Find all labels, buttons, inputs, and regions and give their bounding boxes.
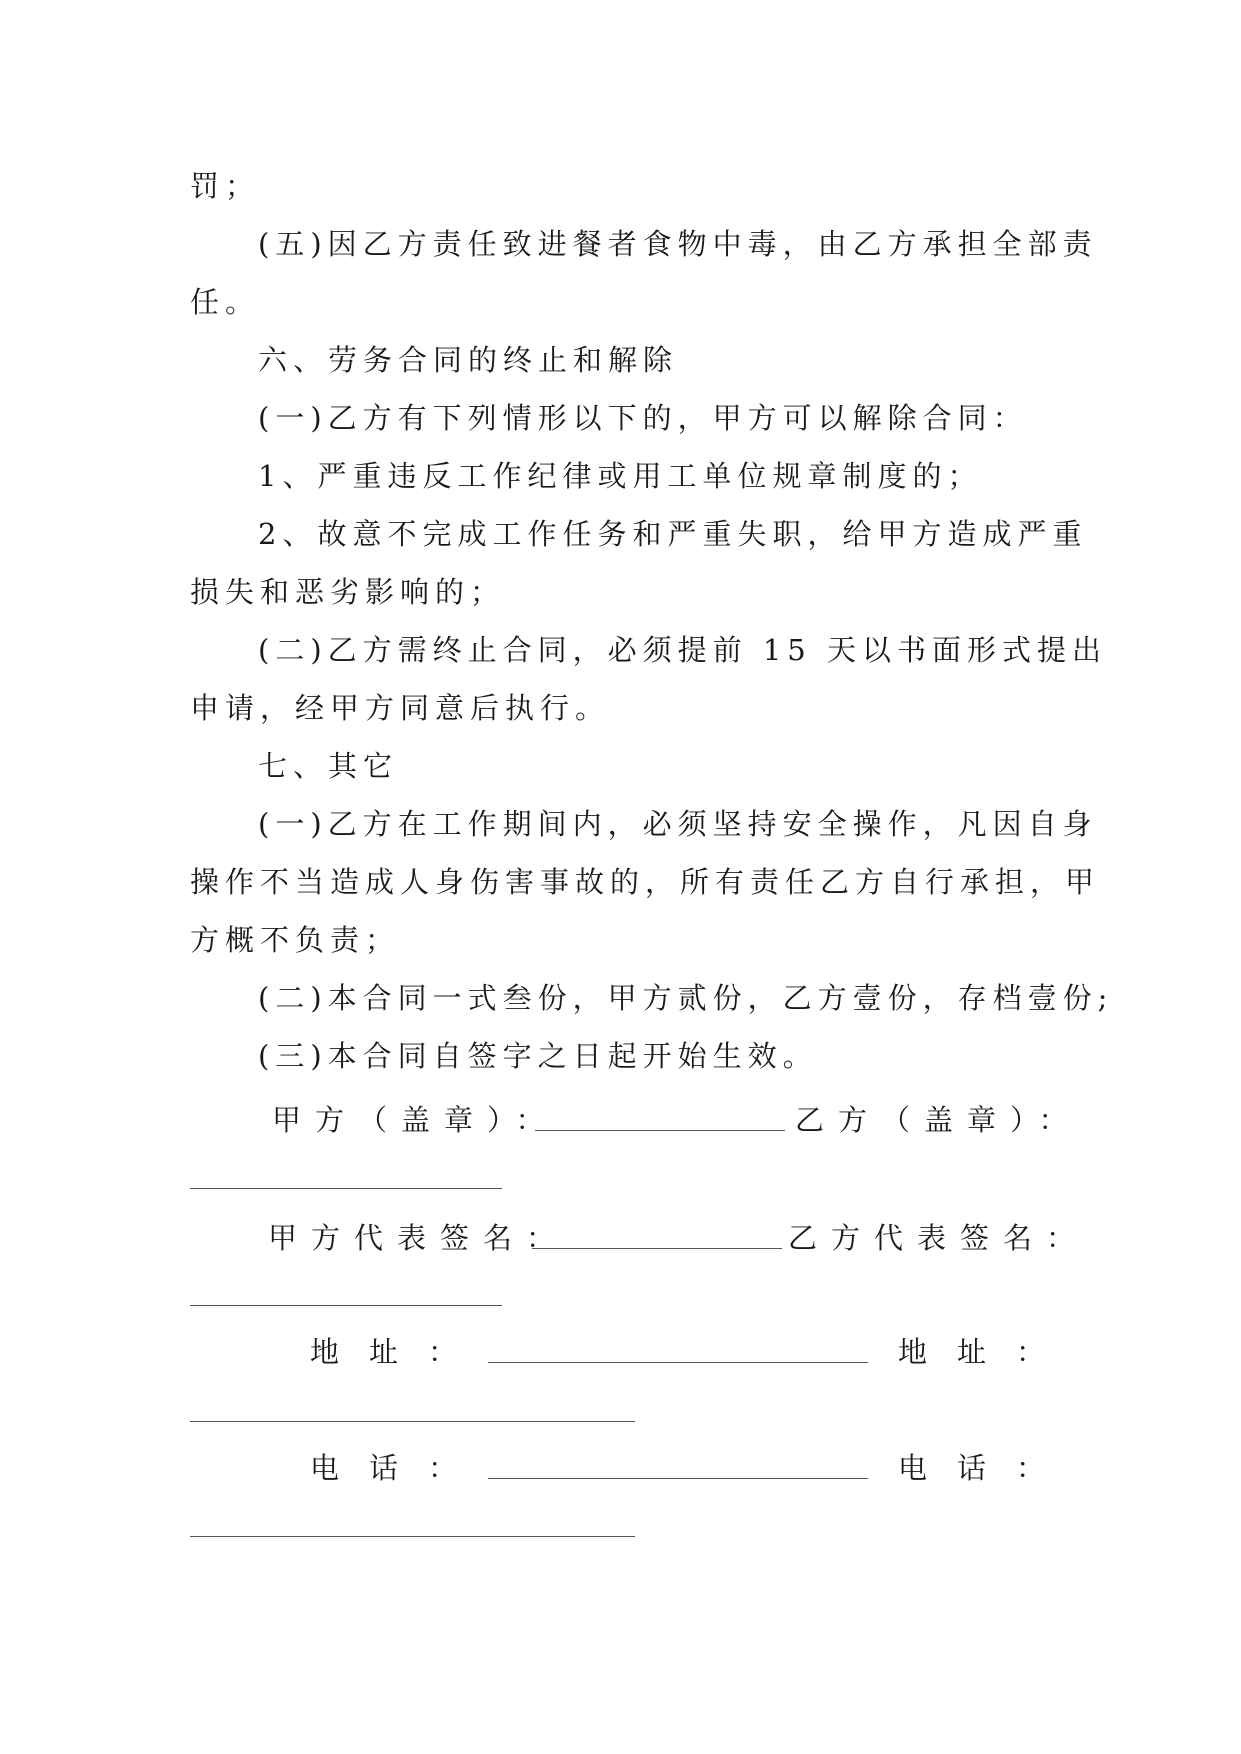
party-a-rep-blank[interactable]: [532, 1248, 782, 1249]
paragraph-line: (二)乙方需终止合同，必须提前 15 天以书面形式提出: [258, 633, 1107, 667]
section-heading: 六、劳务合同的终止和解除: [258, 343, 679, 377]
party-a-seal-label: 甲方（盖章）：: [272, 1103, 559, 1137]
phone-a-blank[interactable]: [488, 1478, 868, 1479]
phone-b-blank[interactable]: [190, 1536, 635, 1537]
paragraph-line: (三)本合同自签字之日起开始生效。: [258, 1039, 818, 1073]
party-b-rep-blank[interactable]: [190, 1305, 502, 1306]
paragraph-line: 申请，经甲方同意后执行。: [190, 691, 611, 725]
paragraph-line: 2、故意不完成工作任务和严重失职，给甲方造成严重: [258, 517, 1088, 551]
phone-b-label: 电话：: [898, 1451, 1076, 1485]
party-a-rep-label: 甲方代表签名：: [268, 1221, 570, 1255]
paragraph-line: (一)乙方有下列情形以下的，甲方可以解除合同：: [258, 401, 1028, 435]
paragraph-line: 操作不当造成人身伤害事故的，所有责任乙方自行承担，甲: [190, 865, 1101, 899]
paragraph-line: 罚；: [190, 169, 261, 203]
party-b-seal-label: 乙方（盖章）：: [795, 1103, 1082, 1137]
paragraph-line: (一)乙方在工作期间内，必须坚持安全操作，凡因自身: [258, 807, 1098, 841]
address-a-label: 地址：: [310, 1335, 488, 1369]
paragraph-line: 损失和恶劣影响的；: [190, 575, 506, 609]
phone-a-label: 电话：: [310, 1451, 488, 1485]
paragraph-line: 任。: [190, 285, 261, 319]
party-b-seal-blank[interactable]: [190, 1188, 502, 1189]
address-a-blank[interactable]: [488, 1362, 868, 1363]
paragraph-line: 方概不负责；: [190, 923, 401, 957]
paragraph-line: (五)因乙方责任致进餐者食物中毒，由乙方承担全部责: [258, 227, 1098, 261]
party-a-seal-blank[interactable]: [535, 1130, 785, 1131]
address-b-label: 地址：: [898, 1335, 1076, 1369]
paragraph-line: (二)本合同一式叁份，甲方贰份，乙方壹份，存档壹份;: [258, 981, 1114, 1015]
paragraph-line: 1、严重违反工作纪律或用工单位规章制度的；: [258, 459, 983, 493]
address-b-blank[interactable]: [190, 1421, 635, 1422]
party-b-rep-label: 乙方代表签名：: [788, 1221, 1090, 1255]
section-heading: 七、其它: [258, 749, 399, 783]
